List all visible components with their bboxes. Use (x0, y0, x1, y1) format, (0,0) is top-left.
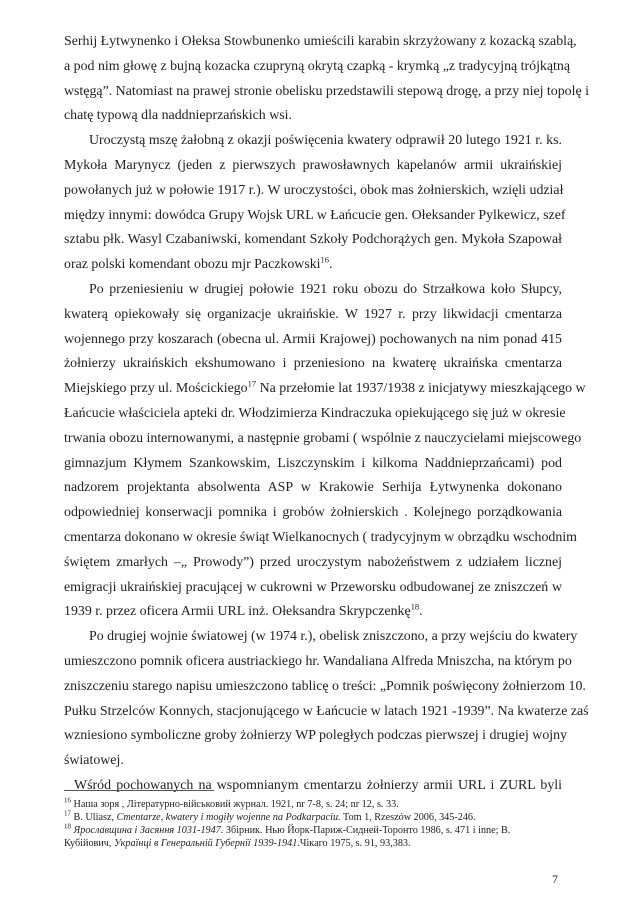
text-line: sztabu płk. Wasyl Czabaniwski, komendant Szkoły Podchorążych gen. Mykoła Szapował (64, 232, 562, 248)
paragraph-4 (64, 625, 589, 774)
text-line: Serhij Łytwynenko i Ołeksa Stowbunenko umieścili karabin skrzyżowany z kozacką szablą, (64, 34, 577, 49)
body-text (64, 30, 589, 799)
footnote-16 (64, 798, 564, 811)
text-line: światowej. (64, 753, 124, 769)
text-line: powołanych już w połowie 1917 r.). W uroczystości, obok mas żołnierskich, wzięli udział (64, 182, 564, 198)
text-fragment: Miejskiego przy ul. Mościckiego (64, 381, 248, 397)
footnote-text: Чікаго 1975, s. 91, 93,383. (299, 838, 411, 849)
text-line: Pułku Strzelców Konnych, stacjonującego w Łańcucie w latach 1921 -1939”. Na kwaterze zaś (64, 703, 589, 719)
text-line: umieszczono pomnik oficera austriackiego hr. Wandaliana Alfreda Mniszcha, na którym po (64, 653, 572, 669)
footnote-text: B. Uliasz, (73, 812, 117, 823)
text-line: emigracji ukraińskiej pracującej w cukrowni w Przeworsku odbudowanej ze zniszczeń w (64, 579, 562, 595)
footnote-title: Ярославщина і Засяння 1031-1947. (73, 825, 224, 836)
text-line: Mykoła Marynycz (jeden z pierwszych prawosławnych kapelanów armii ukraińskiej (64, 157, 562, 173)
footnote-ref-16[interactable]: 16 (320, 254, 330, 265)
text-line: między innymi: dowódca Grupy Wojsk URL w Łańcucie gen. Ołeksander Pylkewicz, szef (64, 207, 566, 223)
footnote-mark: 16 (64, 796, 71, 805)
text-line: zniszczeniu starego napisu umieszczono tablicę o treści: „Pomnik poświęcony żołnierzom 10. (64, 678, 586, 694)
text-line: żołnierzy ukraińskich ekshumowano i przeniesiono na kwaterę ukraińska cmentarza (64, 356, 562, 372)
text-fragment: oraz polski komendant obozu mjr Paczkowski (64, 257, 321, 273)
text-line: Wśród pochowanych na wspomnianym cmentarzu żołnierzy armii URL i ZURL byli (74, 777, 562, 793)
footnote-title: Cmentarze, kwatery i mogiły wojenne na Podkarpaciu. (116, 812, 341, 823)
footnote-separator (64, 790, 214, 791)
footnote-title: Українці в Генеральній Губернії 1939-1941. (114, 838, 300, 849)
text-line: cmentarza dokonano w okresie świąt Wielkanocnych ( tradycyjnym w obrządku wschodnim (64, 529, 577, 545)
footnote-17 (64, 811, 564, 824)
text-line: chatę typową dla naddnieprzańskich wsi. (64, 108, 292, 124)
footnote-text: Наша зоря , Літературно-військовий журнал. 1921, nr 7-8, s. 24; nr 12, s. 33. (73, 799, 399, 810)
text-line: a pod nim głowę z bujną kozacka czupryną okrytą czapką - krymką „z tradycyjną trójkątną (64, 58, 571, 74)
text-line: kwaterą opiekowały się organizacje ukraińskie. W 1927 r. przy likwidacji cmentarza (64, 306, 562, 322)
footnote-mark: 17 (64, 809, 71, 818)
text-line: Uroczystą mszę żałobną z okazji poświęcenia kwatery odprawił 20 lutego 1921 r. ks. (89, 133, 562, 149)
footnote-ref-18[interactable]: 18 (410, 601, 420, 612)
text-line: Po przeniesieniu w drugiej połowie 1921 roku obozu do Strzałkowa koło Słupcy, (89, 281, 562, 297)
text-line: odpowiedniej konserwacji pomnika i grobów żołnierskich . Kolejnego porządkowania (64, 505, 562, 521)
text-line: trwania obozu internowanymi, a następnie grobami ( wspólnie z nauczycielami miejscowego (64, 430, 582, 446)
text-line (64, 377, 586, 402)
text-line: Po drugiej wojnie światowej (w 1974 r.), obelisk zniszczono, a przy wejściu do kwatery (89, 629, 578, 645)
text-line: świętem zmarłych –„ Prowody”) przed uroczystym nabożeństwem z udziałem licznej (64, 554, 562, 570)
paragraph-1 (64, 30, 589, 129)
page-number: 7 (552, 872, 558, 886)
footnote-text: Кубійович, (64, 838, 115, 849)
footnote-18-continued (64, 837, 564, 850)
text-line: gimnazjum Kłymem Szankowskim, Liszczynskim i kilkoma Naddnieprzańcami) pod (64, 455, 562, 471)
text-line: oraz polski komendant obozu mjr Paczkowski$^{16}$. (64, 254, 333, 273)
footnote-text: Tom 1, Rzeszów 2006, 345-246. (340, 812, 476, 823)
paragraph-5 (64, 774, 562, 799)
text-line: wojennego przy koszarach (obecna ul. Armii Krajowej) pochowanych na nim ponad 415 (64, 331, 562, 347)
text-line: 1939 r. przez oficera Armii URL inż. Ołeksandra Skrypczenkę$^{18}$. (64, 601, 423, 620)
footnote-ref-17[interactable]: 17 (247, 378, 257, 389)
text-line: Łańcucie właściciela apteki dr. Włodzimierza Kindraczuka opiekującego się już w okresie (64, 405, 566, 421)
text-line: wzniesiono symboliczne groby żołnierzy WP poległych podczas pierwszej i drugiej wojny (64, 728, 568, 744)
text-fragment: 1939 r. przez oficera Armii URL inż. Ołeksandra Skrypczenkę (64, 604, 411, 620)
paragraph-2 (64, 129, 566, 278)
paragraph-3 (64, 278, 586, 625)
text-line: wstęgą”. Natomiast na prawej stronie obelisku przedstawili stepową drogę, a przy niej topolę i (64, 83, 589, 99)
footnote-18 (64, 824, 564, 837)
footnotes (64, 798, 564, 850)
footnote-text: Збірник. Нью Йорк-Париж-Сидней-Торонто 1986, s. 471 i inne; B. (223, 825, 511, 836)
text-fragment: Na przełomie lat 1937/1938 z inicjatywy mieszkającego w (256, 381, 586, 397)
footnote-mark: 18 (64, 822, 71, 831)
text-line: nadzorem projektanta absolwenta ASP w Krakowie Serhija Łytwynenka dokonano (64, 480, 562, 496)
